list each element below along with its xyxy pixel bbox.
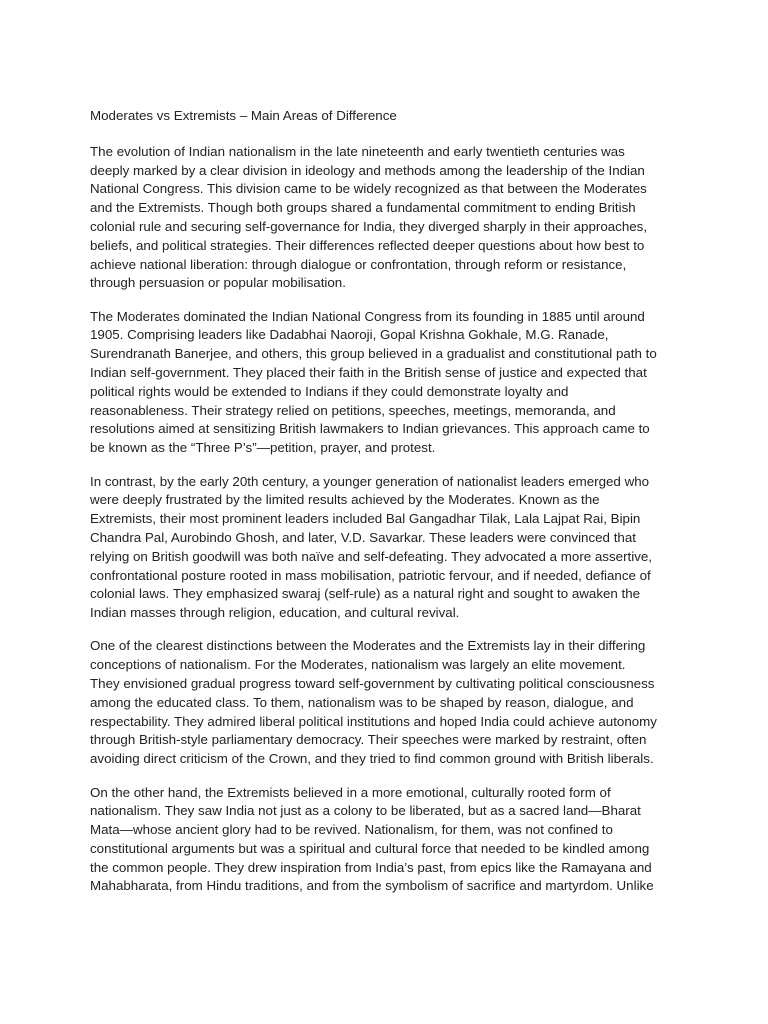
text-line: beliefs, and political strategies. Their differences reflected deeper questions about how best to bbox=[90, 237, 645, 253]
document-body bbox=[90, 107, 672, 911]
text-line: deeply marked by a clear division in ideology and methods among the leadership of the Indian bbox=[90, 162, 645, 178]
document-title: Moderates vs Extremists – Main Areas of Difference bbox=[90, 108, 397, 123]
text-line: On the other hand, the Extremists believed in a more emotional, culturally rooted form of bbox=[90, 784, 611, 800]
text-line: conceptions of nationalism. For the Moderates, nationalism was largely an elite movement. bbox=[90, 657, 626, 673]
text-line: colonial laws. They emphasized swaraj (self-rule) as a natural right and sought to awaken the bbox=[90, 586, 641, 602]
text-line: the common people. They drew inspiration from India’s past, from epics like the Ramayana and bbox=[90, 859, 652, 875]
text-line: Surendranath Banerjee, and others, this group believed in a gradualist and constitutional path to bbox=[90, 346, 657, 362]
text-line: Extremists, their most prominent leaders included Bal Gangadhar Tilak, Lala Lajpat Rai, Bipin bbox=[90, 511, 641, 527]
text-line: resolutions aimed at sensitizing British lawmakers to Indian grievances. This approach came to bbox=[90, 421, 650, 437]
text-line: colonial rule and securing self-governance for India, they diverged sharply in their approaches, bbox=[90, 218, 648, 234]
text-line: In contrast, by the early 20th century, a younger generation of nationalist leaders emerged who bbox=[90, 473, 650, 489]
text-line: The evolution of Indian nationalism in the late nineteenth and early twentieth centuries was bbox=[90, 143, 625, 159]
text-line: National Congress. This division came to be widely recognized as that between the Moderates bbox=[90, 181, 647, 197]
text-line: Indian masses through religion, education, and cultural revival. bbox=[90, 605, 460, 621]
paragraph bbox=[90, 473, 672, 623]
text-line: nationalism. They saw India not just as a colony to be liberated, but as a sacred land—Bharat bbox=[90, 803, 641, 819]
paragraph bbox=[90, 784, 672, 897]
text-line: and the Extremists. Though both groups shared a fundamental commitment to ending British bbox=[90, 200, 636, 216]
text-line: Mahabharata, from Hindu traditions, and from the symbolism of sacrifice and martyrdom. Unlike bbox=[90, 878, 654, 894]
text-line: The Moderates dominated the Indian National Congress from its founding in 1885 until around bbox=[90, 308, 645, 324]
text-line: One of the clearest distinctions between the Moderates and the Extremists lay in their differing bbox=[90, 638, 646, 654]
text-line: reasonableness. Their strategy relied on petitions, speeches, meetings, memoranda, and bbox=[90, 402, 616, 418]
paragraph-list bbox=[90, 143, 672, 896]
text-line: achieve national liberation: through dialogue or confrontation, through reform or resistance, bbox=[90, 256, 627, 272]
text-line: Mata—whose ancient glory had to be revived. Nationalism, for them, was not confined to bbox=[90, 822, 613, 838]
text-line: confrontational posture rooted in mass mobilisation, patriotic fervour, and if needed, defiance of bbox=[90, 567, 651, 583]
text-line: through British-style parliamentary democracy. Their speeches were marked by restraint, often bbox=[90, 732, 647, 748]
text-line: relying on British goodwill was both naïve and self-defeating. They advocated a more assertive, bbox=[90, 548, 652, 564]
text-line: 1905. Comprising leaders like Dadabhai Naoroji, Gopal Krishna Gokhale, M.G. Ranade, bbox=[90, 327, 609, 343]
text-line: through persuasion or popular mobilisation. bbox=[90, 275, 346, 291]
text-line: They envisioned gradual progress toward self-government by cultivating political consciousness bbox=[90, 676, 655, 692]
text-line: avoiding direct criticism of the Crown, and they tried to find common ground with British liberals. bbox=[90, 751, 654, 767]
text-line: respectability. They admired liberal political institutions and hoped India could achieve autonomy bbox=[90, 713, 657, 729]
paragraph bbox=[90, 637, 672, 769]
text-line: political rights would be extended to Indians if they could demonstrate loyalty and bbox=[90, 383, 569, 399]
text-line: among the educated class. To them, nationalism was to be shaped by reason, dialogue, and bbox=[90, 694, 634, 710]
text-line: were deeply frustrated by the limited results achieved by the Moderates. Known as the bbox=[90, 492, 600, 508]
text-line: Chandra Pal, Aurobindo Ghosh, and later, V.D. Savarkar. These leaders were convinced that bbox=[90, 529, 636, 545]
paragraph bbox=[90, 143, 672, 293]
text-line: be known as the “Three P’s”—petition, prayer, and protest. bbox=[90, 440, 436, 456]
text-line: Indian self-government. They placed their faith in the British sense of justice and expected that bbox=[90, 365, 647, 381]
text-line: constitutional arguments but was a spiritual and cultural force that needed to be kindled among bbox=[90, 840, 650, 856]
paragraph bbox=[90, 308, 672, 458]
